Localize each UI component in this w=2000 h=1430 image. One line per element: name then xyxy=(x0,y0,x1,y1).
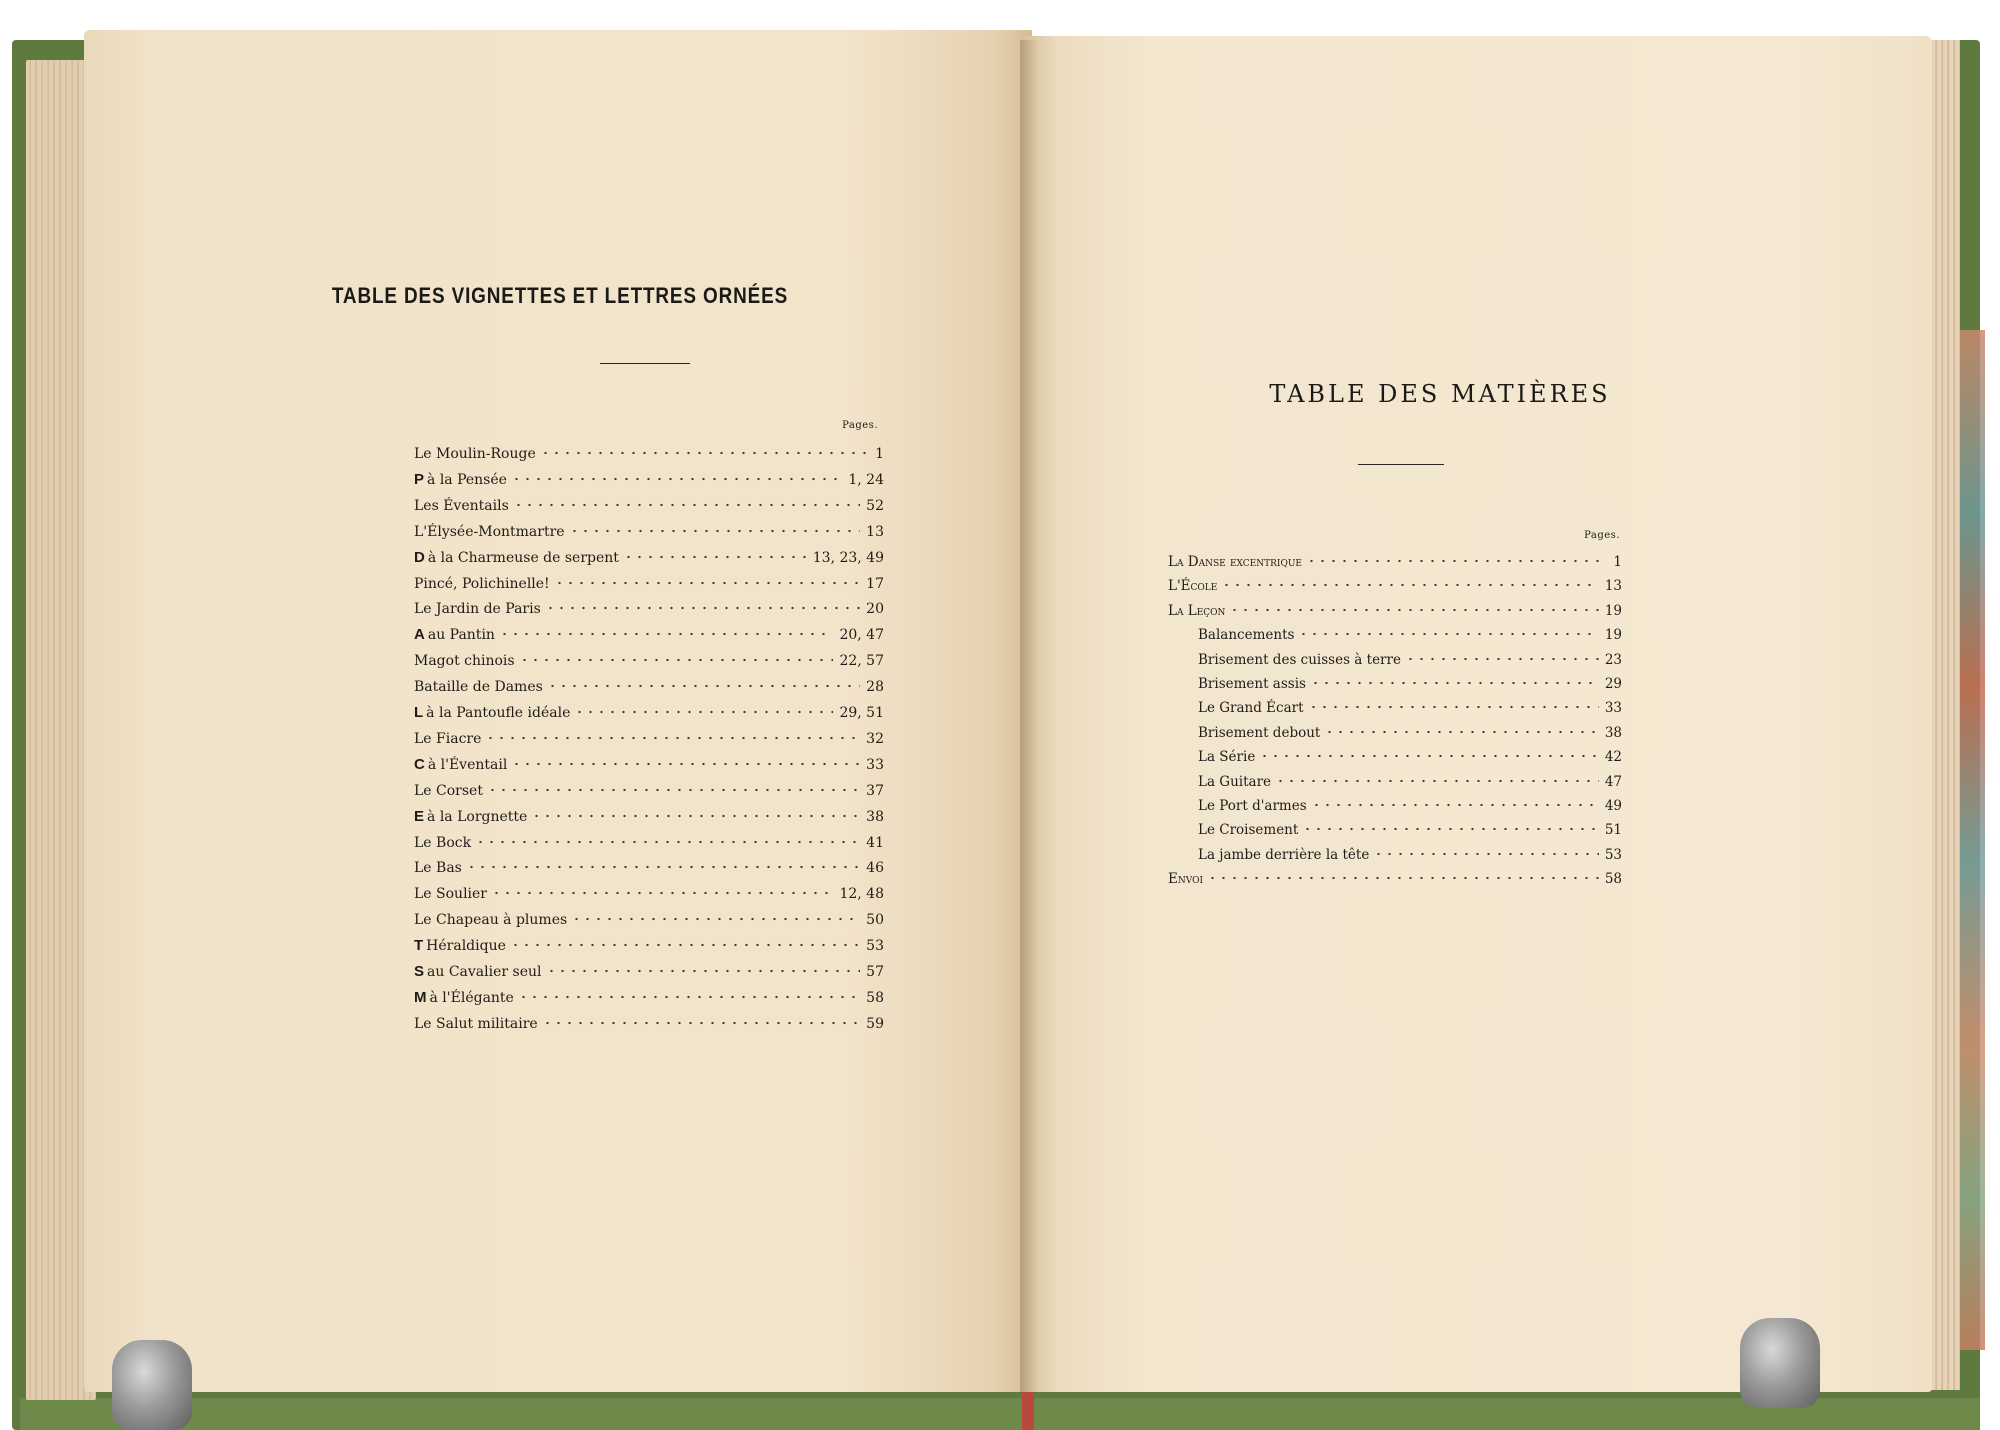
dot-leader xyxy=(1308,701,1599,713)
toc-entry-label xyxy=(414,601,545,617)
dot-leader xyxy=(475,836,860,848)
toc-entry-text: à la Lorgnette xyxy=(427,808,528,825)
ornate-initial: D xyxy=(414,548,425,566)
toc-entry-label xyxy=(1198,652,1405,668)
toc-entry xyxy=(1168,572,1622,594)
dot-leader xyxy=(542,1017,860,1029)
toc-entry xyxy=(1198,792,1622,814)
toc-entry-pages: 19 xyxy=(1604,602,1622,619)
dot-leader xyxy=(623,551,807,563)
dot-leader xyxy=(571,913,860,925)
toc-entry xyxy=(414,440,884,462)
dot-leader xyxy=(1229,604,1598,616)
toc-entry-pages: 52 xyxy=(866,497,884,514)
book-cover-edge xyxy=(20,1398,1980,1430)
ornate-initial: C xyxy=(414,755,425,773)
dot-leader xyxy=(1306,555,1607,567)
toc-entry-text: La Série xyxy=(1198,749,1256,766)
toc-entry-pages: 22, 57 xyxy=(839,653,884,670)
toc-entry xyxy=(414,906,884,928)
toc-entry-pages: 51 xyxy=(1604,822,1622,839)
left-page-title: TABLE DES VIGNETTES ET LETTRES ORNÉES xyxy=(331,283,789,308)
dot-leader xyxy=(1311,799,1599,811)
toc-entry-text: Bataille de Dames xyxy=(414,679,543,696)
dot-leader xyxy=(1373,848,1598,860)
toc-entry xyxy=(414,880,884,902)
dot-leader xyxy=(1298,628,1598,640)
toc-entry-pages: 49 xyxy=(1604,798,1622,814)
toc-entry-label xyxy=(414,808,531,825)
dot-leader xyxy=(554,577,860,589)
dot-leader xyxy=(1275,775,1599,787)
dot-leader xyxy=(491,887,833,899)
dot-leader xyxy=(569,525,861,537)
toc-entry-text: Le Grand Écart xyxy=(1198,700,1304,717)
toc-entry-text: à la Pensée xyxy=(427,471,507,488)
toc-entry xyxy=(414,570,884,592)
toc-entry-label xyxy=(414,963,546,980)
toc-entry-label xyxy=(1198,822,1302,838)
toc-entry-label xyxy=(1168,603,1229,619)
toc-entry-label xyxy=(414,524,569,540)
dot-leader xyxy=(1221,579,1598,591)
toc-entry xyxy=(414,1010,884,1032)
toc-entry-text: Le Salut militaire xyxy=(414,1015,538,1032)
toc-entry-label xyxy=(414,704,574,721)
toc-entry-text: Pincé, Polichinelle! xyxy=(414,575,550,592)
dot-leader xyxy=(485,732,860,744)
toc-entry-label xyxy=(414,860,466,876)
toc-entry-text: Le Bas xyxy=(414,860,462,877)
toc-entry-text: Le Bock xyxy=(414,834,472,851)
toc-entry xyxy=(414,673,884,695)
toc-entry-pages: 33 xyxy=(866,756,884,773)
toc-entry-text: Le Moulin-Rouge xyxy=(414,446,536,462)
right-page-title: TABLE DES MATIÈRES xyxy=(1269,380,1611,408)
dot-leader xyxy=(510,939,860,951)
toc-entry xyxy=(414,699,884,721)
toc-entry-pages: 1, 24 xyxy=(848,471,884,488)
toc-entry-label xyxy=(1168,871,1207,887)
toc-entry-text: Le Chapeau à plumes xyxy=(414,912,568,929)
book-weight-left xyxy=(112,1340,192,1430)
toc-entry-pages: 46 xyxy=(866,860,884,877)
toc-entry-pages: 53 xyxy=(866,938,884,955)
dot-leader xyxy=(1324,726,1598,738)
dot-leader xyxy=(487,784,860,796)
dot-leader xyxy=(574,706,833,718)
toc-entry xyxy=(1198,743,1622,765)
title-rule-right xyxy=(1358,464,1444,465)
dot-leader xyxy=(1207,872,1599,884)
toc-entry xyxy=(414,725,884,747)
toc-entry-text: Le Port d'armes xyxy=(1198,798,1307,814)
dot-leader xyxy=(518,991,860,1003)
toc-entry-text: Le Croisement xyxy=(1198,822,1299,839)
toc-entry-pages: 33 xyxy=(1604,700,1622,717)
toc-entry xyxy=(1168,548,1622,570)
toc-entry xyxy=(1198,816,1622,838)
book-weight-right xyxy=(1740,1318,1820,1408)
dot-leader xyxy=(511,473,842,485)
toc-entry xyxy=(414,595,884,617)
toc-entry xyxy=(1198,621,1622,643)
toc-entry-label xyxy=(414,912,571,928)
ornate-initial: P xyxy=(414,470,425,488)
toc-entry-text: Le Soulier xyxy=(414,886,488,903)
toc-entry-pages: 38 xyxy=(1604,724,1622,741)
toc-entry-pages: 12, 48 xyxy=(839,886,884,903)
dot-leader xyxy=(499,628,834,640)
toc-entry-label xyxy=(1198,676,1310,692)
pages-column-label: Pages. xyxy=(1584,530,1620,541)
toc-entry-text: Les Éventails xyxy=(414,497,509,514)
toc-entry-pages: 1 xyxy=(1613,554,1622,570)
toc-entry-pages: 32 xyxy=(866,730,884,747)
dot-leader xyxy=(1259,750,1599,762)
dot-leader xyxy=(1310,677,1599,689)
toc-entry xyxy=(414,544,884,566)
toc-entry xyxy=(414,647,884,669)
toc-entry-label xyxy=(414,549,623,566)
toc-entry-text: La Danse excentrique xyxy=(1168,554,1302,570)
toc-entry-text: Héraldique xyxy=(426,938,506,955)
dot-leader xyxy=(513,499,860,511)
toc-entry-pages: 37 xyxy=(866,782,884,799)
toc-entry-pages: 29, 51 xyxy=(839,705,884,721)
ornate-initial: T xyxy=(414,937,424,955)
dot-leader xyxy=(511,758,860,770)
toc-entry-label xyxy=(414,446,540,462)
toc-entry-label xyxy=(1168,578,1221,594)
dot-leader xyxy=(547,680,860,692)
toc-entry-label xyxy=(1198,700,1308,716)
toc-entry-label xyxy=(1168,554,1306,570)
toc-entry-text: à l'Élégante xyxy=(429,989,514,1006)
toc-entry-pages: 29 xyxy=(1604,676,1622,692)
toc-entry xyxy=(414,777,884,799)
dot-leader xyxy=(1405,653,1599,665)
toc-entry xyxy=(1198,670,1622,692)
toc-entry-text: au Pantin xyxy=(427,627,495,644)
toc-entry-text: Magot chinois xyxy=(414,653,515,670)
toc-entry-text: La Leçon xyxy=(1168,602,1226,619)
toc-entry xyxy=(414,466,884,488)
toc-entry-label xyxy=(1198,627,1298,643)
toc-entry-pages: 38 xyxy=(866,808,884,825)
toc-entry-pages: 17 xyxy=(866,575,884,592)
title-rule-left xyxy=(600,363,690,364)
toc-entry xyxy=(414,518,884,540)
toc-entry-text: Le Corset xyxy=(414,782,483,799)
toc-entry-label xyxy=(1198,798,1311,814)
toc-entry-text: L'Élysée-Montmartre xyxy=(414,523,565,540)
toc-entry-label xyxy=(414,679,547,695)
dot-leader xyxy=(466,861,860,873)
toc-entry xyxy=(1198,841,1622,863)
toc-entry xyxy=(414,803,884,825)
ornate-initial: E xyxy=(414,807,425,825)
toc-entry-label xyxy=(414,1016,542,1032)
toc-entry xyxy=(414,958,884,980)
toc-entry-text: Balancements xyxy=(1198,627,1295,644)
toc-entry-pages: 58 xyxy=(866,989,884,1006)
ribbon-bookmark xyxy=(1022,1392,1034,1430)
toc-entry-pages: 19 xyxy=(1604,627,1622,644)
dot-leader xyxy=(546,965,861,977)
toc-entry-label xyxy=(414,937,510,954)
toc-entry-pages: 57 xyxy=(866,964,884,980)
toc-entry-text: Le Fiacre xyxy=(414,730,482,747)
toc-entry xyxy=(1198,694,1622,716)
toc-entry-label xyxy=(414,576,554,592)
toc-entry-pages: 59 xyxy=(866,1015,884,1032)
toc-entry-pages: 47 xyxy=(1604,773,1622,790)
toc-entry-pages: 20, 47 xyxy=(839,627,884,644)
toc-entry-pages: 13 xyxy=(866,523,884,540)
toc-entry-label xyxy=(1198,847,1373,863)
toc-entry xyxy=(1198,768,1622,790)
dot-leader xyxy=(531,810,860,822)
toc-entry-text: L'École xyxy=(1168,578,1218,595)
toc-entry xyxy=(414,829,884,851)
toc-entry-text: à la Pantoufle idéale xyxy=(426,705,571,721)
toc-entry-pages: 42 xyxy=(1604,749,1622,766)
toc-entry-text: Brisement des cuisses à terre xyxy=(1198,651,1401,668)
toc-entry xyxy=(414,621,884,643)
toc-entry-pages: 58 xyxy=(1604,871,1622,888)
toc-entry xyxy=(1168,597,1622,619)
ornate-initial: M xyxy=(414,988,427,1006)
ornate-initial: A xyxy=(414,626,425,644)
pages-column-label: Pages. xyxy=(842,420,878,431)
toc-entry-label xyxy=(1198,725,1324,741)
toc-entry-label xyxy=(414,653,519,669)
toc-entry-label xyxy=(414,626,499,643)
toc-entry-text: à la Charmeuse de serpent xyxy=(427,549,619,566)
toc-entry-label xyxy=(414,835,475,851)
toc-entry-pages: 23 xyxy=(1604,651,1622,668)
toc-entry-label xyxy=(1198,774,1275,790)
toc-entry-label xyxy=(414,756,511,773)
toc-entry-pages: 41 xyxy=(866,834,884,851)
toc-entry-pages: 20 xyxy=(866,601,884,618)
toc-entry xyxy=(414,492,884,514)
toc-entry-text: La jambe derrière la tête xyxy=(1198,846,1370,863)
toc-entry-label xyxy=(414,471,511,488)
toc-entry xyxy=(414,984,884,1006)
toc-entry-label xyxy=(414,498,513,514)
toc-entry-pages: 13, 23, 49 xyxy=(812,549,884,566)
toc-entry-label xyxy=(414,989,518,1006)
toc-entry xyxy=(1198,719,1622,741)
toc-entry-text: au Cavalier seul xyxy=(427,964,542,980)
toc-entry xyxy=(414,751,884,773)
toc-entry-pages: 53 xyxy=(1604,846,1622,863)
toc-entry-text: Brisement debout xyxy=(1198,724,1321,741)
dot-leader xyxy=(519,654,834,666)
dot-leader xyxy=(1302,823,1599,835)
toc-entry-pages: 50 xyxy=(866,912,884,929)
toc-entry-label xyxy=(1198,749,1259,765)
toc-entry-text: La Guitare xyxy=(1198,773,1272,790)
toc-entry-label xyxy=(414,783,487,799)
toc-entry-text: Envoi xyxy=(1168,871,1204,888)
toc-entry xyxy=(414,854,884,876)
dot-leader xyxy=(540,447,869,459)
dot-leader xyxy=(545,602,860,614)
toc-entry-text: à l'Éventail xyxy=(427,756,508,773)
spine-gutter xyxy=(1020,40,1038,1392)
ornate-initial: L xyxy=(414,704,424,721)
toc-entry xyxy=(414,932,884,954)
toc-entry-text: Brisement assis xyxy=(1198,676,1306,692)
ornate-initial: S xyxy=(414,963,425,980)
toc-entry-label xyxy=(414,731,485,747)
toc-entry-pages: 13 xyxy=(1604,578,1622,595)
toc-entry-pages: 1 xyxy=(875,446,884,462)
toc-entry-label xyxy=(414,886,491,902)
toc-entry xyxy=(1168,865,1622,887)
toc-entry-pages: 28 xyxy=(866,679,884,696)
toc-entry-text: Le Jardin de Paris xyxy=(414,601,541,618)
toc-entry xyxy=(1198,646,1622,668)
